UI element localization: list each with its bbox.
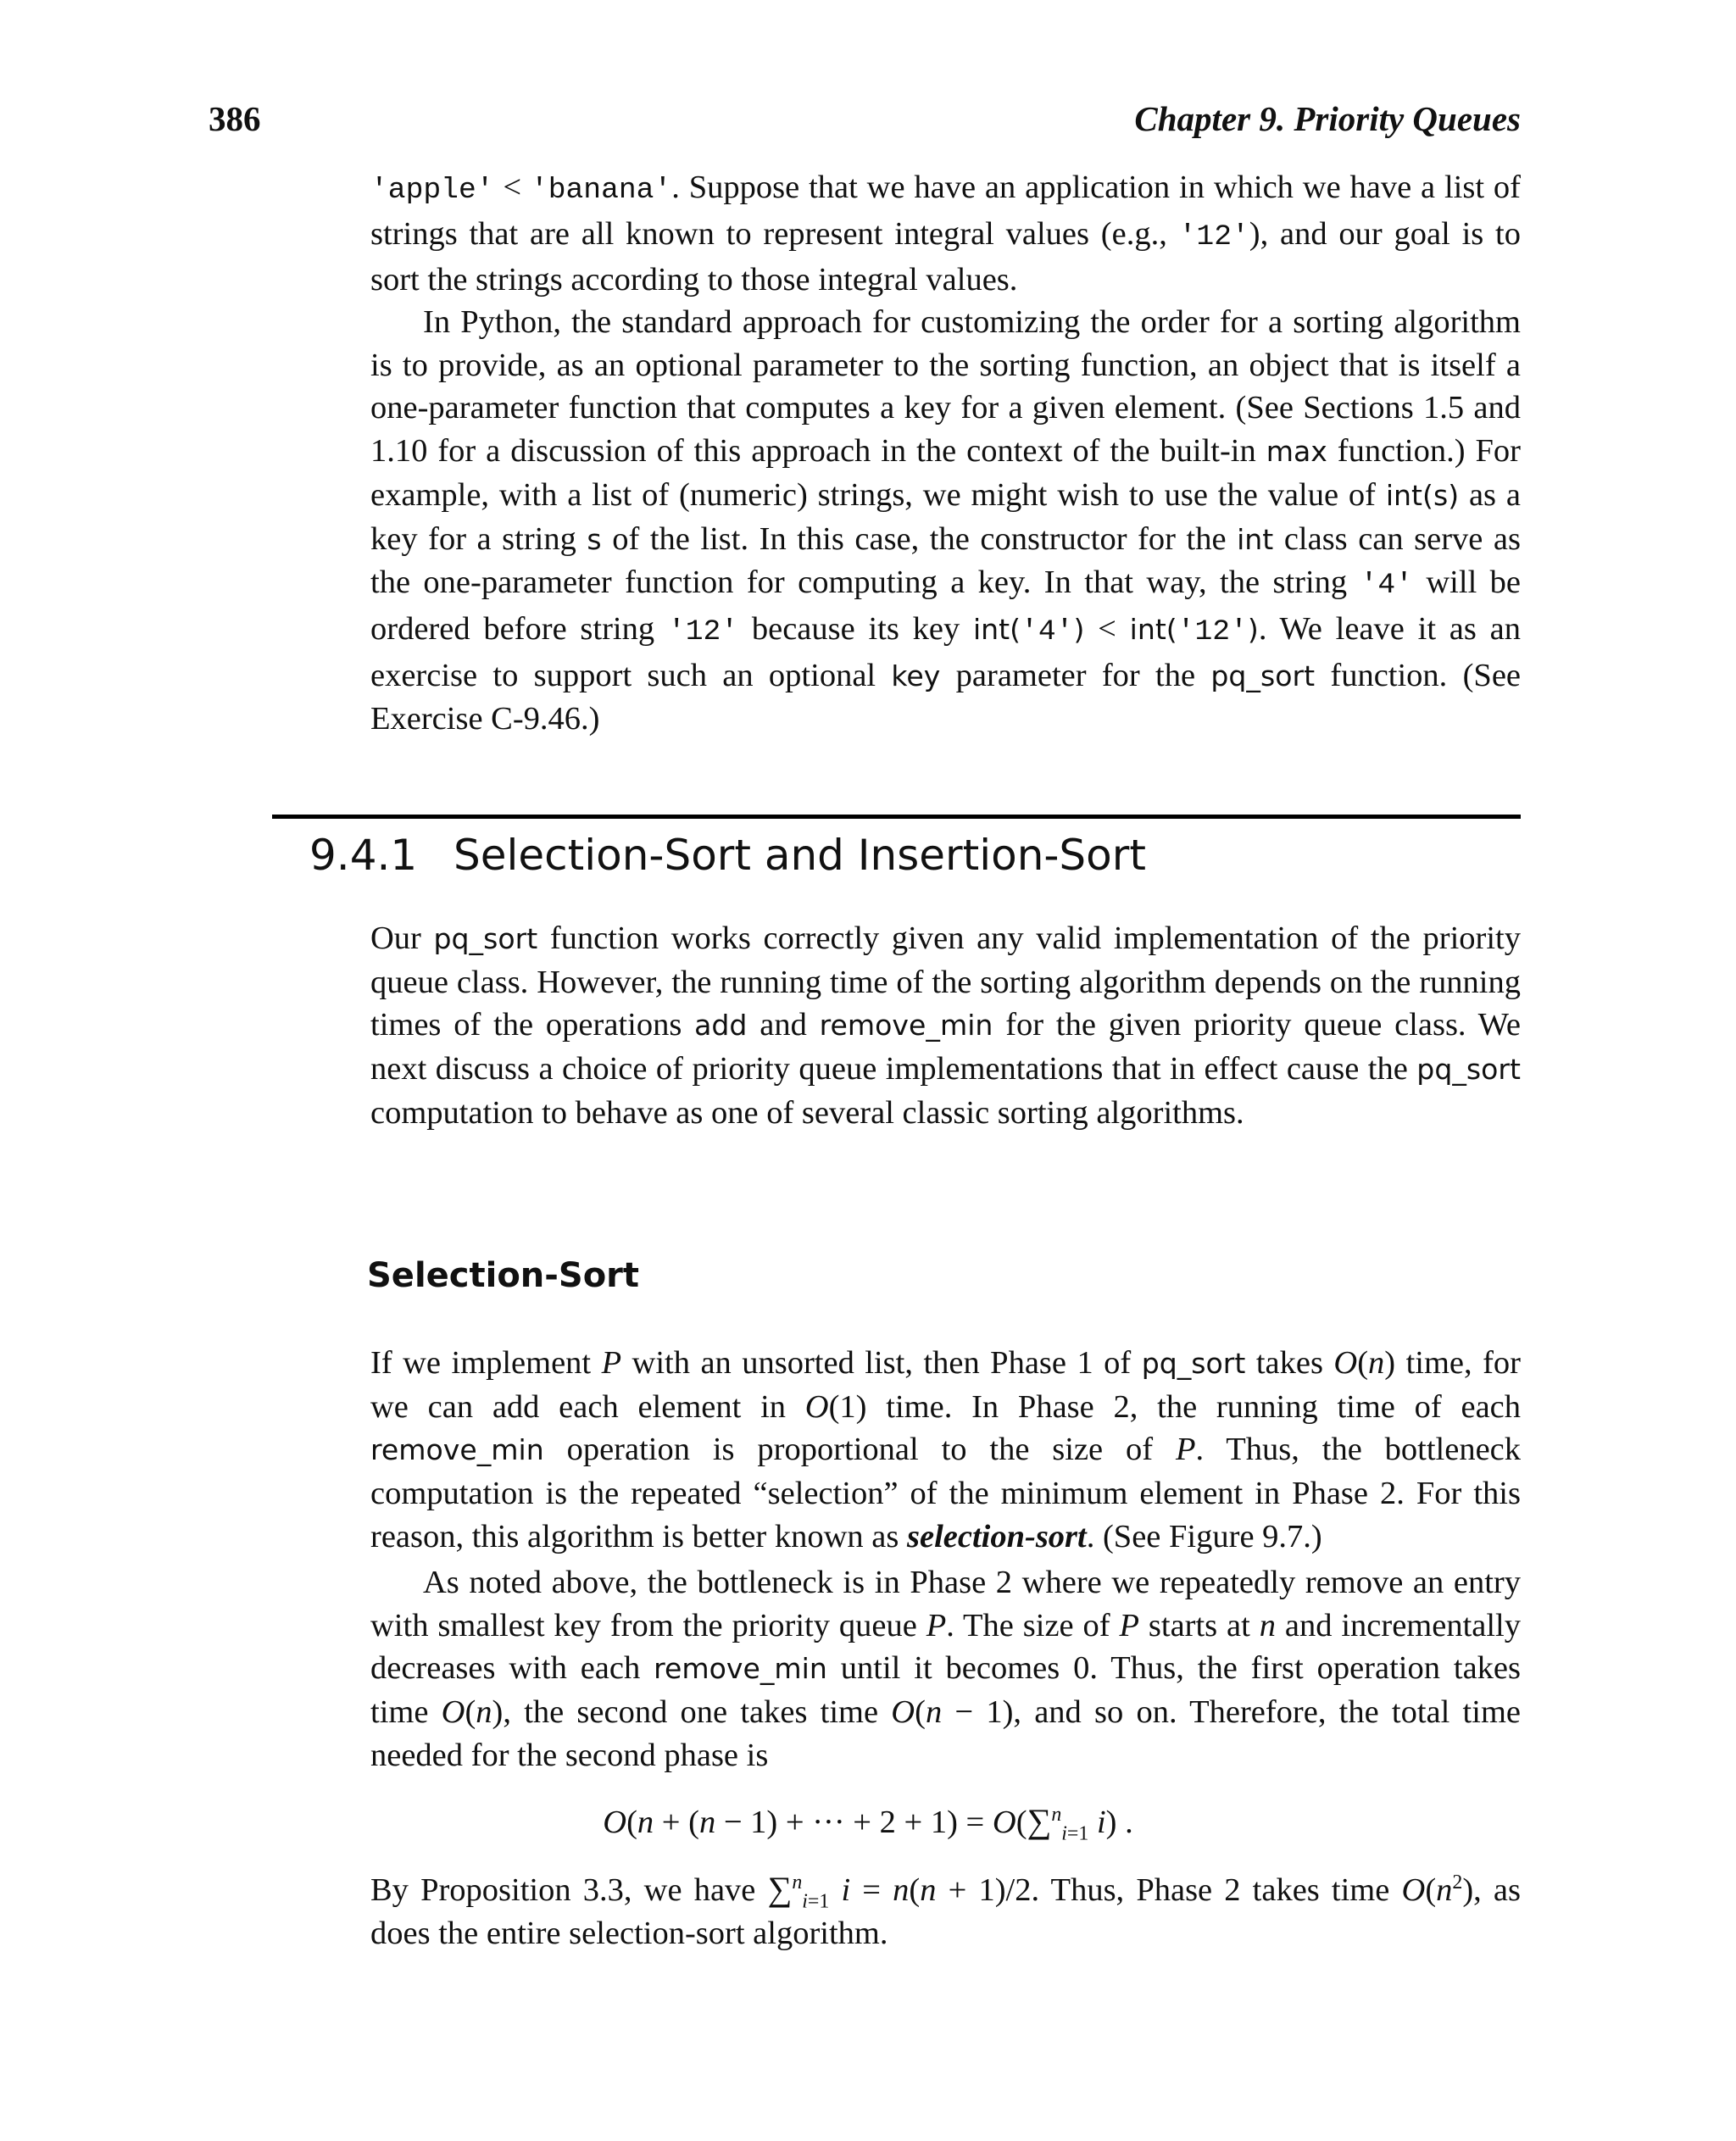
math-var: n: [792, 1871, 803, 1894]
math-var: O: [603, 1805, 627, 1840]
math: ) .: [1105, 1805, 1133, 1840]
math-var: n: [925, 1694, 943, 1731]
math-var: n: [1436, 1872, 1453, 1908]
section-number: 9.4.1: [309, 831, 418, 880]
math-var: n: [698, 1805, 716, 1840]
paragraph-selection-sort: [370, 1342, 1521, 1559]
paragraph-bottleneck: [370, 1561, 1521, 1777]
text: computation to behave as one of several classic sorting algorithms.: [370, 1094, 1244, 1131]
text: as a key for a string: [370, 476, 1521, 557]
subsection-heading: Selection-Sort: [367, 1256, 640, 1295]
math-var: O: [992, 1805, 1016, 1840]
code-identifier: int(: [1129, 612, 1177, 646]
code-identifier: int(s): [1385, 478, 1460, 512]
math: =: [850, 1872, 893, 1908]
math-var: n: [476, 1694, 492, 1731]
text: class can serve as the one-parameter function for computing a key. In that way, the string: [370, 520, 1521, 601]
math-var: O: [441, 1694, 465, 1731]
text: . We leave it as an exercise to support such an optional: [370, 610, 1521, 693]
math: ): [1462, 1872, 1474, 1908]
code-identifier: pq_sort: [1210, 659, 1316, 692]
text: function.) For example, with a list of (numeric) strings, we might wish to use the value of: [370, 433, 1521, 513]
code-identifier: s: [587, 522, 602, 556]
text: , and so on. Therefore, the total time needed for the second phase is: [370, 1694, 1521, 1773]
math: [1088, 1805, 1097, 1840]
math: =1: [807, 1890, 830, 1913]
math-var: n: [637, 1805, 654, 1840]
text: . (See Figure 9.7.): [1086, 1518, 1322, 1554]
code-literal: 'apple': [370, 174, 494, 207]
text: . Thus, Phase 2 takes time: [1031, 1872, 1402, 1908]
code-identifier: add: [694, 1009, 748, 1043]
code-identifier: int: [1237, 522, 1274, 556]
math: (: [626, 1805, 637, 1840]
text: starts at: [1139, 1607, 1260, 1643]
math: [829, 1872, 841, 1908]
text: and: [747, 1007, 820, 1043]
text: time. In Phase 2, the running time of each: [866, 1388, 1521, 1425]
math: ): [492, 1694, 504, 1731]
text: will be ordered before string: [370, 564, 1521, 647]
math-var: n: [1368, 1345, 1385, 1381]
sum-symbol: ∑: [1027, 1802, 1052, 1840]
text: of the list. In this case, the constructor for the: [601, 520, 1238, 557]
text: takes: [1245, 1345, 1334, 1381]
code-identifier: remove_min: [819, 1009, 993, 1043]
code-literal: '12': [1177, 614, 1248, 648]
text: with an unsorted list, then Phase 1 of: [621, 1345, 1142, 1381]
code-literal: '4': [1021, 614, 1074, 648]
math: (: [915, 1694, 926, 1731]
math-var: O: [1401, 1872, 1426, 1908]
text: and incrementally decreases with each: [370, 1607, 1521, 1687]
text: ), and our goal is to sort the strings according to those integral values.: [370, 215, 1522, 298]
chapter-title: Chapter 9. Priority Queues: [1134, 99, 1521, 138]
math-var: O: [1333, 1345, 1358, 1381]
paragraph-key-function: [370, 301, 1521, 741]
math-var: P: [926, 1607, 947, 1643]
math-var: n: [1051, 1804, 1062, 1827]
text: parameter for the: [940, 657, 1211, 693]
code-literal: '4': [1360, 569, 1413, 603]
code-identifier: remove_min: [654, 1652, 827, 1686]
text: , the second one takes time: [503, 1694, 892, 1731]
math-var: i: [841, 1872, 851, 1908]
section-title: Selection-Sort and Insertion-Sort: [453, 831, 1146, 880]
code-identifier: max: [1266, 435, 1327, 469]
code-identifier: pq_sort: [1141, 1347, 1246, 1380]
text: In Python, the standard approach for customizing the order for a sorting algorithm is to provide, as an optional parameter to the sorting function, an object that is itself a one-parameter function that computes a key for a given element. (See Sections 1.5 and 1.10 for a discussion of this approach in the context of the built-in: [370, 304, 1521, 470]
math-var: n: [893, 1872, 910, 1908]
text: until it becomes 0. Thus, the first operation takes time: [370, 1650, 1521, 1731]
math: (: [1015, 1805, 1027, 1840]
term-emphasis: selection-sort: [907, 1518, 1087, 1554]
math-var: n: [1259, 1607, 1276, 1643]
math: + 1)/2: [936, 1872, 1032, 1908]
text: . The size of: [946, 1607, 1120, 1643]
text: time, for we can add each element in: [370, 1345, 1521, 1425]
text: <: [493, 170, 531, 205]
math: (: [909, 1872, 921, 1908]
text: function. (See Exercise C-9.46.): [370, 657, 1521, 737]
math-var: P: [1175, 1432, 1196, 1468]
text: function works correctly given any valid implementation of the priority queue class. However, the running time of the sorting algorithm depends on the running times of the operations: [370, 920, 1521, 1043]
math-var: P: [1119, 1607, 1140, 1643]
code-identifier: remove_min: [370, 1433, 544, 1467]
math-var: i: [802, 1890, 808, 1913]
math-var: O: [804, 1388, 829, 1425]
code-literal: '12': [1178, 220, 1249, 253]
code-identifier: key: [891, 659, 941, 692]
text: Our: [370, 920, 434, 956]
text: . Thus, the bottleneck computation is the repeated “selection” of the minimum element in Phase 2. For this reason, this algorithm is better known as: [370, 1432, 1521, 1554]
math-var: O: [891, 1694, 915, 1731]
math: (: [1425, 1872, 1437, 1908]
math: (1): [828, 1388, 867, 1425]
text: By Proposition 3.3, we have: [370, 1872, 768, 1908]
math: =1: [1066, 1822, 1089, 1845]
sum-symbol: ∑: [767, 1870, 793, 1908]
text: <: [1084, 610, 1130, 647]
page-number: 386: [209, 99, 261, 138]
page-header: [209, 98, 1521, 146]
code-identifier: pq_sort: [433, 922, 538, 955]
paragraph-conclusion: [370, 1868, 1521, 1955]
code-identifier: ): [1073, 612, 1085, 646]
math-var: P: [601, 1345, 622, 1381]
text: because its key: [738, 610, 973, 647]
text: operation is proportional to the size of: [543, 1432, 1176, 1468]
math: − 1) + ··· + 2 + 1) =: [715, 1805, 993, 1840]
paragraph-pq-sort-intro: [370, 917, 1521, 1135]
code-literal: '12': [667, 614, 739, 648]
code-identifier: int(: [972, 612, 1021, 646]
text: . Suppose that we have an application in which we have a list of strings that are all known to represent integral values (e.g.,: [370, 170, 1521, 252]
math: (: [1357, 1345, 1369, 1381]
text: for the given priority queue class. We next discuss a choice of priority queue implementations that in effect cause the: [370, 1007, 1522, 1087]
math: + (: [654, 1805, 699, 1840]
section-rule: [272, 815, 1521, 819]
code-literal: 'banana': [530, 174, 672, 207]
section-heading: [309, 831, 1146, 880]
text: If we implement: [370, 1345, 602, 1381]
text: , as does the entire selection-sort algorithm.: [370, 1872, 1521, 1951]
text: As noted above, the bottleneck is in Phase 2 where we repeatedly remove an entry with smallest key from the priority queue: [370, 1565, 1521, 1643]
math-var: n: [920, 1872, 937, 1908]
display-equation: [0, 1801, 1736, 1845]
code-identifier: pq_sort: [1416, 1053, 1521, 1087]
code-identifier: ): [1247, 612, 1259, 646]
math: ): [1384, 1345, 1396, 1381]
math: − 1): [942, 1694, 1014, 1731]
math: (: [465, 1694, 476, 1731]
math-var: i: [1061, 1822, 1067, 1845]
paragraph-string-ordering: [370, 166, 1521, 302]
math-exponent: 2: [1452, 1871, 1463, 1894]
math-var: i: [1096, 1805, 1106, 1840]
